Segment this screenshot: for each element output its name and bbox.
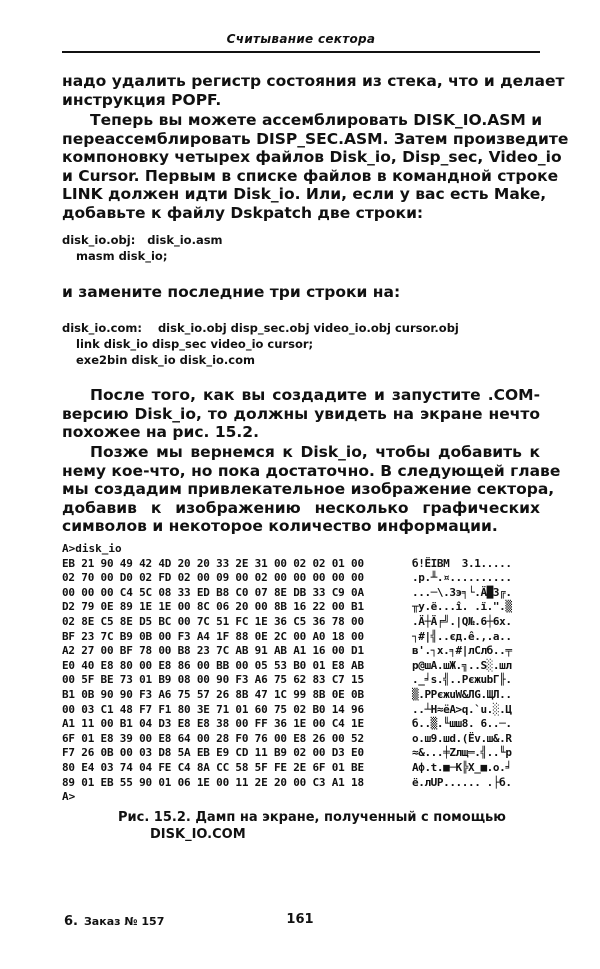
dump-ascii: ...─\.3э╕└.Ä█3╔. bbox=[412, 585, 512, 599]
caption-line: DISK_IO.COM bbox=[150, 827, 246, 842]
signature-mark: 6. bbox=[64, 914, 78, 929]
text-line: надо удалить регистр состояния из стека, что и делает bbox=[62, 72, 565, 90]
dump-row bbox=[62, 688, 540, 703]
dump-ascii: ╥y.ë...î. .ï.".▒ bbox=[412, 600, 512, 614]
text-line: и замените последние три строки на: bbox=[62, 283, 401, 301]
dump-hex: 02 8E C5 8E D5 BC 00 7C 51 FC 1E 36 C5 36 78 00 bbox=[62, 614, 364, 628]
text-line: LINK должен идти Disk_io. Или, если у вас есть Make, bbox=[62, 185, 547, 203]
dump-row bbox=[62, 586, 540, 601]
makefile-code-2 bbox=[62, 320, 540, 368]
text-line: похожее на рис. 15.2. bbox=[62, 423, 259, 441]
header-rule bbox=[62, 51, 540, 53]
dump-hex: 89 01 EB 55 90 01 06 1E 00 11 2E 20 00 C3 A1 18 bbox=[62, 775, 364, 789]
dump-row bbox=[62, 761, 540, 776]
text-line: символов и некоторое количество информации. bbox=[62, 517, 498, 535]
dump-hex: EB 21 90 49 42 4D 20 20 33 2E 31 00 02 02 01 00 bbox=[62, 556, 364, 570]
caption-line: Рис. 15.2. Дамп на экране, полученный с помощью bbox=[118, 810, 506, 825]
dump-hex: 00 5F BE 73 01 B9 08 00 90 F3 A6 75 62 83 C7 15 bbox=[62, 673, 364, 687]
page-number: 161 bbox=[286, 912, 314, 927]
code-line: disk_io.com: disk_io.obj disp_sec.obj video_io.obj cursor.obj bbox=[62, 321, 459, 335]
dump-ascii: .Ä┼Ä╒╝.|Q№.6┼6x. bbox=[412, 614, 512, 628]
makefile-code-1 bbox=[62, 232, 540, 264]
text-line: компоновку четырех файлов Disk_io, Disp_sec, Video_io bbox=[62, 148, 562, 166]
figure-caption bbox=[118, 809, 506, 843]
dump-row bbox=[62, 557, 540, 572]
dump-hex: 00 03 C1 48 F7 F1 80 3E 71 01 60 75 02 B0 14 96 bbox=[62, 702, 364, 716]
paragraph-later bbox=[62, 443, 561, 536]
dump-ascii: ┐#|╣..єд.ê.,.а.. bbox=[412, 629, 512, 643]
code-line: disk_io.obj: disk_io.asm bbox=[62, 233, 223, 247]
dump-row bbox=[62, 644, 540, 659]
dump-ascii: .p.╨.¤.......... bbox=[412, 571, 512, 585]
dump-hex: D2 79 0E 89 1E 1E 00 8C 06 20 00 8B 16 22 00 B1 bbox=[62, 600, 364, 614]
text-line: переассемблировать DISP_SEC.ASM. Затем произведите bbox=[62, 129, 569, 148]
dump-row bbox=[62, 615, 540, 630]
text-line: и Cursor. Первым в списке файлов в командной строке bbox=[62, 166, 559, 185]
dump-hex: E0 40 E8 80 00 E8 86 00 BB 00 05 53 B0 01 E8 AB bbox=[62, 658, 364, 672]
dump-ascii: ._╛s.╣..РєжubГ╟. bbox=[412, 673, 512, 687]
text-line: Позже мы вернемся к Disk_io, чтобы добавить к bbox=[90, 443, 540, 461]
screen-dump bbox=[62, 542, 540, 805]
dump-row bbox=[62, 776, 540, 791]
dump-row bbox=[62, 571, 540, 586]
paragraph-run bbox=[62, 386, 540, 442]
paragraph-assemble bbox=[62, 111, 569, 222]
dump-ascii: Аф.t.■─К╠X_■.o.╛ bbox=[412, 760, 512, 774]
code-line: exe2bin disk_io disk_io.com bbox=[76, 353, 255, 367]
text-line: добавьте к файлу Dskpatch две строки: bbox=[62, 203, 424, 222]
dump-ascii: o.ш9.шd.(Ёv.ш&.R bbox=[412, 731, 512, 745]
dump-ascii: ..┴H≈ёА>q.`u.░.Ц bbox=[412, 702, 512, 716]
dump-ascii: в'.┐x.╕#|лСлб..╤ bbox=[412, 644, 512, 658]
text-line: нему кое-что, но пока достаточно. В следующей главе bbox=[62, 461, 561, 480]
dos-prompt-end: A> bbox=[62, 790, 76, 804]
dump-ascii: р@шА.шЖ.╗..S░.шл bbox=[412, 658, 512, 672]
text-line: инструкция POPF. bbox=[62, 90, 222, 109]
dump-ascii: ▒.РРєжuW&ЛG.ЩЛ.. bbox=[412, 687, 512, 701]
paragraph-replace bbox=[62, 283, 540, 302]
dump-ascii: ë.лUР...... .├б. bbox=[412, 775, 512, 789]
text-line: добавив к изображению несколько графических bbox=[62, 498, 540, 517]
running-title: Считывание сектора bbox=[226, 32, 376, 46]
paragraph-popf bbox=[62, 72, 565, 109]
dump-row bbox=[62, 703, 540, 718]
order-number: Заказ № 157 bbox=[83, 915, 165, 928]
dump-ascii: ≈&...╪Zлщ═.╣..╙р bbox=[412, 746, 512, 760]
text-line: мы создадим привлекательное изображение сектора, bbox=[62, 480, 555, 498]
dump-hex: A1 11 00 B1 04 D3 E8 E8 38 00 FF 36 1E 00 C4 1E bbox=[62, 717, 364, 731]
dump-hex: F7 26 0B 00 03 D8 5A EB E9 CD 11 B9 02 00 D3 E0 bbox=[62, 746, 364, 760]
text-line: После того, как вы создадите и запустите .COM- bbox=[90, 386, 540, 404]
dump-hex: 00 00 00 C4 5C 08 33 ED B8 C0 07 8E DB 33 C9 0A bbox=[62, 585, 364, 599]
code-line: masm disk_io; bbox=[76, 249, 168, 263]
code-line: link disk_io disp_sec video_io cursor; bbox=[76, 337, 314, 351]
dump-ascii: б..▒.╙шш8. 6..─. bbox=[412, 717, 512, 731]
text-line: версию Disk_io, то должны увидеть на экране нечто bbox=[62, 404, 540, 423]
dump-hex: 6F 01 E8 39 00 E8 64 00 28 F0 76 00 E8 26 00 52 bbox=[62, 731, 364, 745]
dump-hex: 02 70 00 D0 02 FD 02 00 09 00 02 00 00 00 00 00 bbox=[62, 571, 364, 585]
dump-row bbox=[62, 630, 540, 645]
dos-prompt-start: A>disk_io bbox=[62, 542, 122, 555]
dump-hex: BF 23 7C B9 0B 00 F3 A4 1F 88 0E 2C 00 A0 18 00 bbox=[62, 629, 364, 643]
dump-row bbox=[62, 732, 540, 747]
dump-hex: 80 E4 03 74 04 FE C4 8A CC 58 5F FE 2E 6F 01 BE bbox=[62, 760, 364, 774]
dump-row bbox=[62, 600, 540, 615]
dump-hex: A2 27 00 BF 78 00 B8 23 7C AB 91 AB A1 16 00 D1 bbox=[62, 644, 364, 658]
dump-row bbox=[62, 746, 540, 761]
dump-row bbox=[62, 717, 540, 732]
text-line: Теперь вы можете ассемблировать DISK_IO.ASM и bbox=[90, 111, 543, 129]
dump-row bbox=[62, 659, 540, 674]
dump-row bbox=[62, 673, 540, 688]
dump-hex: B1 0B 90 90 F3 A6 75 57 26 8B 47 1C 99 8B 0E 0B bbox=[62, 687, 364, 701]
dump-ascii: б!ЁIBM 3.1..... bbox=[412, 556, 512, 570]
